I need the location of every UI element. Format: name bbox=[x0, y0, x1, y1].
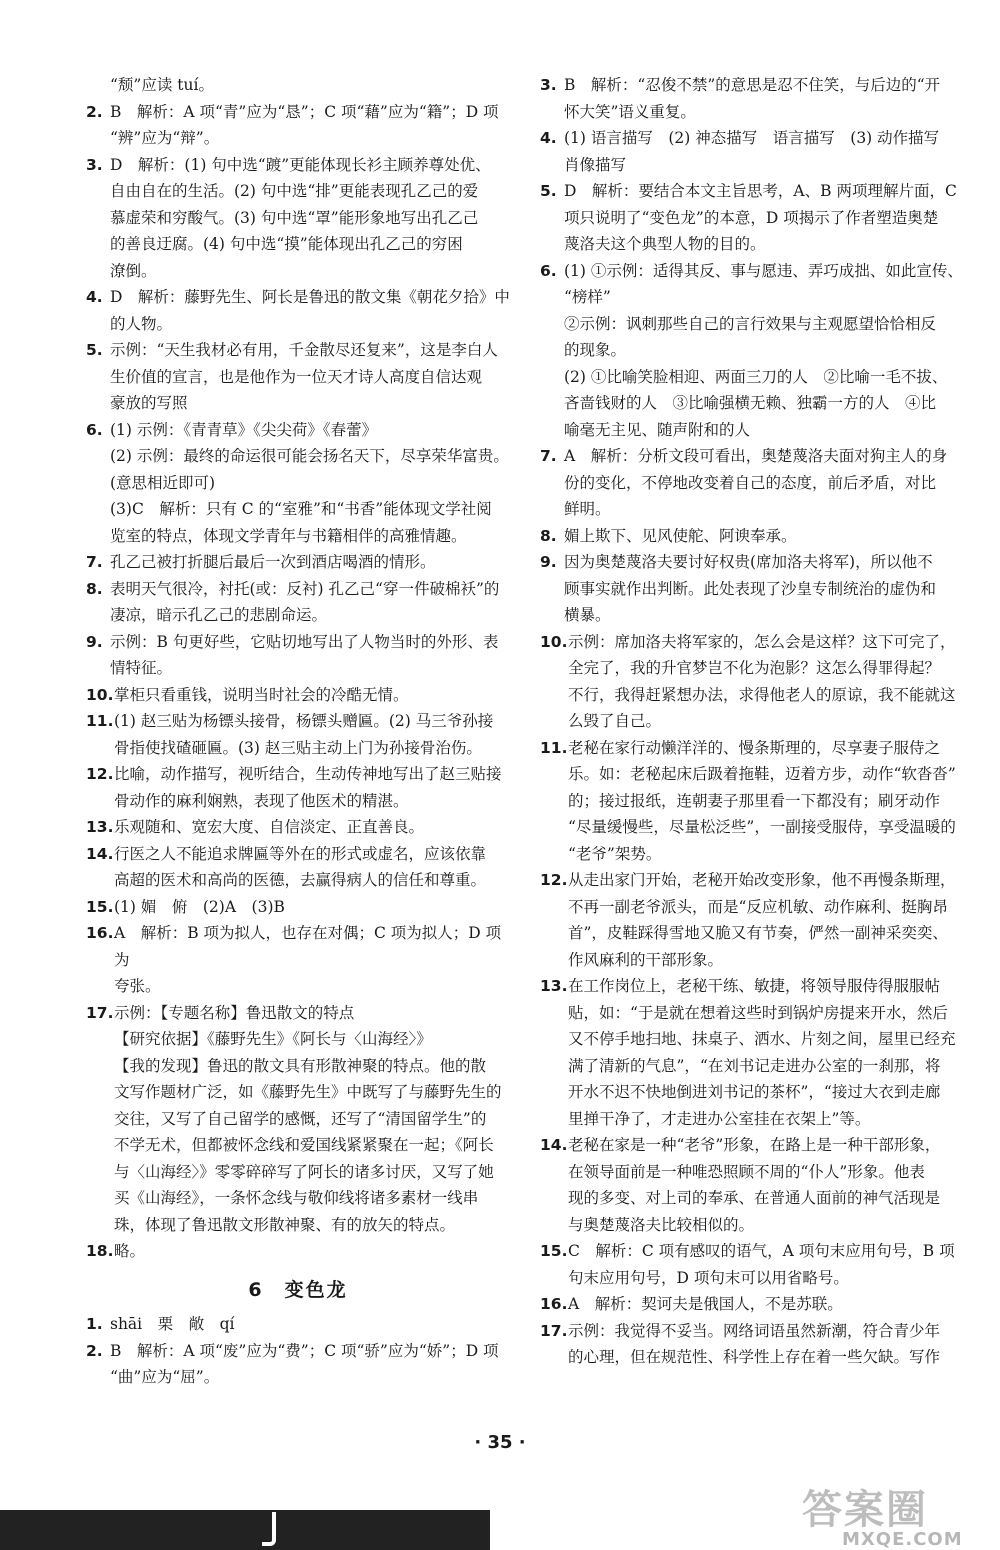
answer-line: 的现象。 bbox=[564, 341, 627, 359]
answer-line: 鲜明。 bbox=[564, 500, 611, 518]
answer-line: C 解析：C 项有感叹的语气，A 项句末应用句号，B 项 bbox=[568, 1242, 955, 1260]
answer-item-r12 bbox=[540, 867, 970, 973]
answer-line: A 解析：契诃夫是俄国人，不是苏联。 bbox=[568, 1295, 843, 1313]
answer-line: A 解析：分析文段可看出，奥楚蔑洛夫面对狗主人的身 bbox=[564, 447, 948, 465]
answer-line: 贴，如：“于是就在想着这些时到锅炉房提来开水，然后 bbox=[568, 1003, 948, 1022]
item-number: 2. bbox=[86, 102, 103, 121]
answer-line: 老秘在家是一种“老爷”形象，在路上是一种干部形象， bbox=[568, 1136, 941, 1154]
answer-line: 不学无术，但都被怀念线和爱国线紧紧聚在一起；《阿长 bbox=[114, 1136, 494, 1154]
answer-item-r3 bbox=[540, 72, 970, 125]
answer-line: 行医之人不能追求牌匾等外在的形式或虚名，应该依靠 bbox=[114, 844, 487, 863]
item-number: 14. bbox=[86, 844, 114, 863]
answer-item-r7 bbox=[540, 443, 970, 523]
answer-item-r13 bbox=[540, 973, 970, 1132]
answer-line: 示例：B 句更好些，它贴切地写出了人物当时的外形、表 bbox=[110, 632, 499, 651]
answer-item-4 bbox=[86, 284, 510, 337]
answer-line: 示例：“天生我材必有用，千金散尽还复来”，这是李白人 bbox=[110, 341, 498, 359]
answer-line: (1) 语言描写 (2) 神态描写 语言描写 (3) 动作描写 bbox=[564, 129, 940, 147]
binding-mark bbox=[262, 1512, 276, 1546]
item-number: 2. bbox=[86, 1341, 103, 1360]
answer-line: 怀大笑”语义重复。 bbox=[564, 102, 696, 121]
answer-item-9 bbox=[86, 629, 510, 682]
answer-line: 【我的发现】鲁迅的散文具有形散神聚的特点。他的散 bbox=[114, 1056, 487, 1075]
answer-item-r5 bbox=[540, 178, 970, 258]
answer-line: 的人物。 bbox=[110, 314, 173, 333]
answer-item-r16 bbox=[540, 1291, 970, 1318]
item-number: 4. bbox=[86, 288, 103, 306]
page-number: · 35 · bbox=[474, 1432, 526, 1453]
answer-item-13 bbox=[86, 814, 510, 841]
answer-line: 的心理，但在规范性、科学性上存在着一些欠缺。写作 bbox=[568, 1348, 941, 1366]
watermark-logo: 答案圈 bbox=[802, 1487, 928, 1533]
item-number: 12. bbox=[86, 765, 114, 783]
answer-line: 吝啬钱财的人 ③比喻强横无赖、独霸一方的人 ④比 bbox=[564, 394, 937, 412]
answer-line: 夸张。 bbox=[114, 977, 161, 995]
answer-line: 慕虚荣和穷酸气。(3) 句中选“罩”能形象地写出孔乙己 bbox=[110, 208, 479, 227]
answer-line: 表明天气很冷，衬托(或：反衬) 孔乙己“穿一件破棉袄”的 bbox=[110, 579, 500, 598]
watermark-site: MXQE.COM bbox=[842, 1529, 963, 1550]
answer-line: 在工作岗位上，老秘干练、敏捷，将领导服侍得服服帖 bbox=[568, 977, 941, 995]
scan-edge-bar bbox=[0, 1510, 490, 1550]
item-number: 10. bbox=[540, 632, 568, 651]
item-number: 6. bbox=[540, 261, 557, 280]
answer-line: B 解析：A 项“废”应为“费”；C 项“骄”应为“娇”；D 项 bbox=[110, 1341, 499, 1360]
item-number: 7. bbox=[540, 447, 557, 465]
answer-line: 自由自在的生活。(2) 句中选“排”更能表现孔乙己的爱 bbox=[110, 182, 479, 200]
answer-line: 因为奥楚蔑洛夫要讨好权贵(席加洛夫将军)，所以他不 bbox=[564, 553, 933, 571]
item-number: 3. bbox=[540, 76, 557, 94]
answer-item-r4 bbox=[540, 125, 970, 178]
answer-item-r8 bbox=[540, 523, 970, 550]
answer-line: 顾事实就作出判断。此处表现了沙皇专制统治的虚伪和 bbox=[564, 579, 937, 598]
answer-line: 喻毫无主见、随声附和的人 bbox=[564, 420, 751, 439]
answer-line: (3)C 解析：只有 C 的“室雅”和“书香”能体现文学社阅 bbox=[110, 500, 492, 518]
answer-item-s2 bbox=[86, 1338, 510, 1391]
answer-line: 全完了，我的升官梦岂不化为泡影？这怎么得罪得起？ bbox=[568, 659, 941, 677]
answer-line: 骨指使找碴砸匾。(3) 赵三贴主动上门为孙接骨治伤。 bbox=[114, 738, 482, 757]
answer-line: (2) ①比喻笑脸相迎、两面三刀的人 ②比喻一毛不拔、 bbox=[564, 367, 948, 386]
item-number: 17. bbox=[540, 1321, 568, 1340]
answer-line: “曲”应为“屈”。 bbox=[110, 1368, 220, 1386]
answer-line: 里掸干净了，才走进办公室挂在衣架上”等。 bbox=[568, 1109, 871, 1128]
item-number: 16. bbox=[540, 1295, 568, 1313]
answer-line: 乐观随和、宽宏大度、自信淡定、正直善良。 bbox=[114, 818, 425, 836]
answer-item-3 bbox=[86, 152, 510, 285]
answer-line: 示例：【专题名称】鲁迅散文的特点 bbox=[114, 1003, 355, 1022]
answer-item-15 bbox=[86, 894, 510, 921]
answer-line: ②示例：讽刺那些自己的言行效果与主观愿望恰恰相反 bbox=[564, 314, 937, 333]
answer-line: 满了清新的气息”，“在刘书记走进办公室的一刹那，将 bbox=[568, 1056, 941, 1075]
answer-line: 在领导面前是一种唯恐照顾不周的“仆人”形象。他表 bbox=[568, 1162, 925, 1181]
item-number: 9. bbox=[86, 632, 103, 651]
item-number: 11. bbox=[540, 738, 568, 757]
answer-line: 句末应用句号，D 项句末可以用省略号。 bbox=[568, 1268, 849, 1287]
answer-line: 又不停手地扫地、抹桌子、洒水、片刻之间，屋里已经充 bbox=[568, 1030, 956, 1048]
answer-line: 的善良迂腐。(4) 句中选“摸”能体现出孔乙己的穷困 bbox=[110, 235, 463, 253]
section-title: 6 变色龙 bbox=[248, 1278, 348, 1301]
item-number: 5. bbox=[86, 341, 103, 359]
answer-line: (1) 赵三贴为杨镖头接骨，杨镖头赠匾。(2) 马三爷孙接 bbox=[114, 712, 494, 730]
item-number: 10. bbox=[86, 685, 114, 704]
answer-line: 凄凉，暗示孔乙己的悲剧命运。 bbox=[110, 606, 328, 624]
answer-line: 掌柜只看重钱，说明当时社会的冷酷无情。 bbox=[114, 685, 409, 704]
answer-item-5 bbox=[86, 337, 510, 417]
answer-line: “尽量缓慢些，尽量松泛些”，一副接受服侍，享受温暖的 bbox=[568, 818, 956, 836]
answer-line: “老爷”架势。 bbox=[568, 844, 662, 863]
answer-item-14 bbox=[86, 841, 510, 894]
answer-line: 么毁了自己。 bbox=[568, 712, 662, 730]
answer-item-1-tail bbox=[86, 72, 510, 99]
answer-line: 豪放的写照 bbox=[110, 394, 188, 412]
answer-line: 览室的特点，体现文学青年与书籍相伴的高雅情趣。 bbox=[110, 526, 467, 545]
answer-item-r11 bbox=[540, 735, 970, 868]
answer-item-11 bbox=[86, 708, 510, 761]
answer-line: 略。 bbox=[114, 1242, 146, 1260]
answer-item-7 bbox=[86, 549, 510, 576]
item-number: 13. bbox=[86, 818, 114, 836]
answer-line: 开水不迟不快地倒进刘书记的茶杯”，“接过大衣到走廊 bbox=[568, 1083, 941, 1101]
answer-line: (1) 媚 俯 (2)A (3)B bbox=[114, 897, 285, 916]
answer-line: 蔑洛夫这个典型人物的目的。 bbox=[564, 235, 766, 253]
answer-line: (1) ①示例：适得其反、事与愿违、弄巧成拙、如此宣传、 bbox=[564, 261, 963, 280]
answer-line: 与〈山海经〉》零零碎碎写了阿长的诸多讨厌，又写了她 bbox=[114, 1162, 494, 1181]
answer-line: 交往，又写了自己留学的感慨，还写了“清国留学生”的 bbox=[114, 1109, 487, 1128]
answer-line: 骨动作的麻利娴熟，表现了他医术的精湛。 bbox=[114, 791, 409, 810]
item-number: 15. bbox=[86, 897, 114, 916]
answer-line: D 解析：(1) 句中选“踱”更能体现长衫主顾养尊处优、 bbox=[110, 155, 491, 174]
answer-item-6 bbox=[86, 417, 510, 550]
item-number: 17. bbox=[86, 1003, 114, 1022]
answer-item-r10 bbox=[540, 629, 970, 735]
answer-line: 示例：席加洛夫将军家的，怎么会是这样？这下可完了， bbox=[568, 632, 956, 651]
item-number: 8. bbox=[86, 579, 103, 598]
answer-line: “榜样” bbox=[564, 288, 611, 306]
answer-item-16 bbox=[86, 920, 510, 1000]
answer-item-8 bbox=[86, 576, 510, 629]
answer-line: 肖像描写 bbox=[564, 155, 627, 174]
answer-item-s1 bbox=[86, 1311, 510, 1338]
answer-line: 【研究依据】《藤野先生》《阿长与〈山海经〉》 bbox=[114, 1030, 432, 1048]
right-column bbox=[540, 72, 970, 1371]
answer-line: 文写作题材广泛，如《藤野先生》中既写了与藤野先生的 bbox=[114, 1083, 502, 1101]
answer-line: (意思相近即可) bbox=[110, 473, 216, 492]
answer-line: 不再一副老爷派头，而是“反应机敏、动作麻利、挺胸昂 bbox=[568, 897, 948, 916]
answer-item-r15 bbox=[540, 1238, 970, 1291]
item-number: 5. bbox=[540, 182, 557, 200]
answer-line: 首”，皮鞋踩得雪地又脆又有节奏，俨然一副神采奕奕、 bbox=[568, 924, 948, 942]
item-number: 3. bbox=[86, 155, 103, 174]
answer-item-r17 bbox=[540, 1318, 970, 1371]
answer-item-10 bbox=[86, 682, 510, 709]
answer-line: shāi 栗 敞 qí bbox=[110, 1315, 235, 1333]
answer-line: “颓”应读 tuí。 bbox=[110, 76, 214, 94]
answer-line: 情特征。 bbox=[110, 659, 173, 677]
answer-line: D 解析：藤野先生、阿长是鲁迅的散文集《朝花夕拾》中 bbox=[110, 288, 510, 306]
answer-line: (2) 示例：最终的命运很可能会扬名天下，尽享荣华富贵。 bbox=[110, 447, 509, 465]
item-number: 14. bbox=[540, 1136, 568, 1154]
answer-line: B 解析：A 项“青”应为“恳”；C 项“藉”应为“籍”；D 项 bbox=[110, 102, 499, 121]
answer-line: 横暴。 bbox=[564, 606, 611, 624]
answer-line: 作风麻利的干部形象。 bbox=[568, 950, 724, 969]
item-number: 6. bbox=[86, 420, 103, 439]
answer-line: 生价值的宣言，也是他作为一位天才诗人高度自信达观 bbox=[110, 367, 483, 386]
item-number: 8. bbox=[540, 526, 557, 545]
item-number: 7. bbox=[86, 553, 103, 571]
answer-line: 示例：我觉得不妥当。网络词语虽然新潮，符合青少年 bbox=[568, 1321, 941, 1340]
answer-line: 买《山海经》，一条怀念线与敬仰线将诸多素材一线串 bbox=[114, 1189, 479, 1207]
answer-line: 比喻，动作描写，视听结合，生动传神地写出了赵三贴接 bbox=[114, 765, 502, 783]
answer-line: “辨”应为“辩”。 bbox=[110, 129, 220, 147]
answer-line: 高超的医术和高尚的医德，去赢得病人的信任和尊重。 bbox=[114, 871, 487, 889]
answer-line: 从走出家门开始，老秘开始改变形象，他不再慢条斯理， bbox=[568, 871, 956, 889]
item-number: 18. bbox=[86, 1242, 114, 1260]
answer-line: B 解析：“忍俊不禁”的意思是忍不住笑，与后边的“开 bbox=[564, 76, 941, 94]
answer-item-r9 bbox=[540, 549, 970, 629]
answer-item-r14 bbox=[540, 1132, 970, 1238]
item-number: 11. bbox=[86, 712, 114, 730]
answer-line: 珠，体现了鲁迅散文形散神聚、有的放矢的特点。 bbox=[114, 1215, 456, 1234]
answer-item-17 bbox=[86, 1000, 510, 1239]
answer-line: 的；接过报纸，连朝妻子那里看一下都没有；刷牙动作 bbox=[568, 791, 941, 810]
answer-line: 老秘在家行动懒洋洋的、慢条斯理的，尽享妻子服侍之 bbox=[568, 738, 941, 757]
answer-line: D 解析：要结合本文主旨思考，A、B 两项理解片面，C bbox=[564, 182, 957, 200]
answer-line: 不行，我得赶紧想办法，求得他老人的原谅，我不能就这 bbox=[568, 685, 956, 704]
answer-line: 与奥楚蔑洛夫比较相似的。 bbox=[568, 1215, 755, 1234]
item-number: 13. bbox=[540, 977, 568, 995]
answer-line: A 解析：B 项为拟人，也存在对偶；C 项为拟人；D 项为 bbox=[114, 924, 502, 969]
item-number: 16. bbox=[86, 924, 114, 942]
item-number: 15. bbox=[540, 1242, 568, 1260]
answer-line: 现的多变、对上司的奉承、在普通人面前的神气活现是 bbox=[568, 1189, 941, 1207]
answer-line: 潦倒。 bbox=[110, 261, 157, 280]
answer-line: 项只说明了“变色龙”的本意，D 项揭示了作者塑造奥楚 bbox=[564, 208, 939, 227]
answer-line: 媚上欺下、见风使舵、阿谀奉承。 bbox=[564, 526, 797, 545]
answer-item-2 bbox=[86, 99, 510, 152]
item-number: 9. bbox=[540, 553, 557, 571]
answer-line: (1) 示例：《青青草》《尖尖荷》《春蕾》 bbox=[110, 420, 378, 439]
left-column bbox=[86, 72, 510, 1391]
answer-item-12 bbox=[86, 761, 510, 814]
item-number: 4. bbox=[540, 129, 557, 147]
item-number: 12. bbox=[540, 871, 568, 889]
item-number: 1. bbox=[86, 1315, 103, 1333]
answer-line: 孔乙己被打折腿后最后一次到酒店喝酒的情形。 bbox=[110, 553, 436, 571]
watermark bbox=[802, 1478, 992, 1548]
answer-item-r6 bbox=[540, 258, 970, 444]
answer-line: 份的变化，不停地改变着自己的态度，前后矛盾，对比 bbox=[564, 473, 937, 492]
answer-line: 乐。如：老秘起床后趿着拖鞋，迈着方步，动作“软沓沓” bbox=[568, 765, 956, 783]
answer-item-18 bbox=[86, 1238, 510, 1265]
